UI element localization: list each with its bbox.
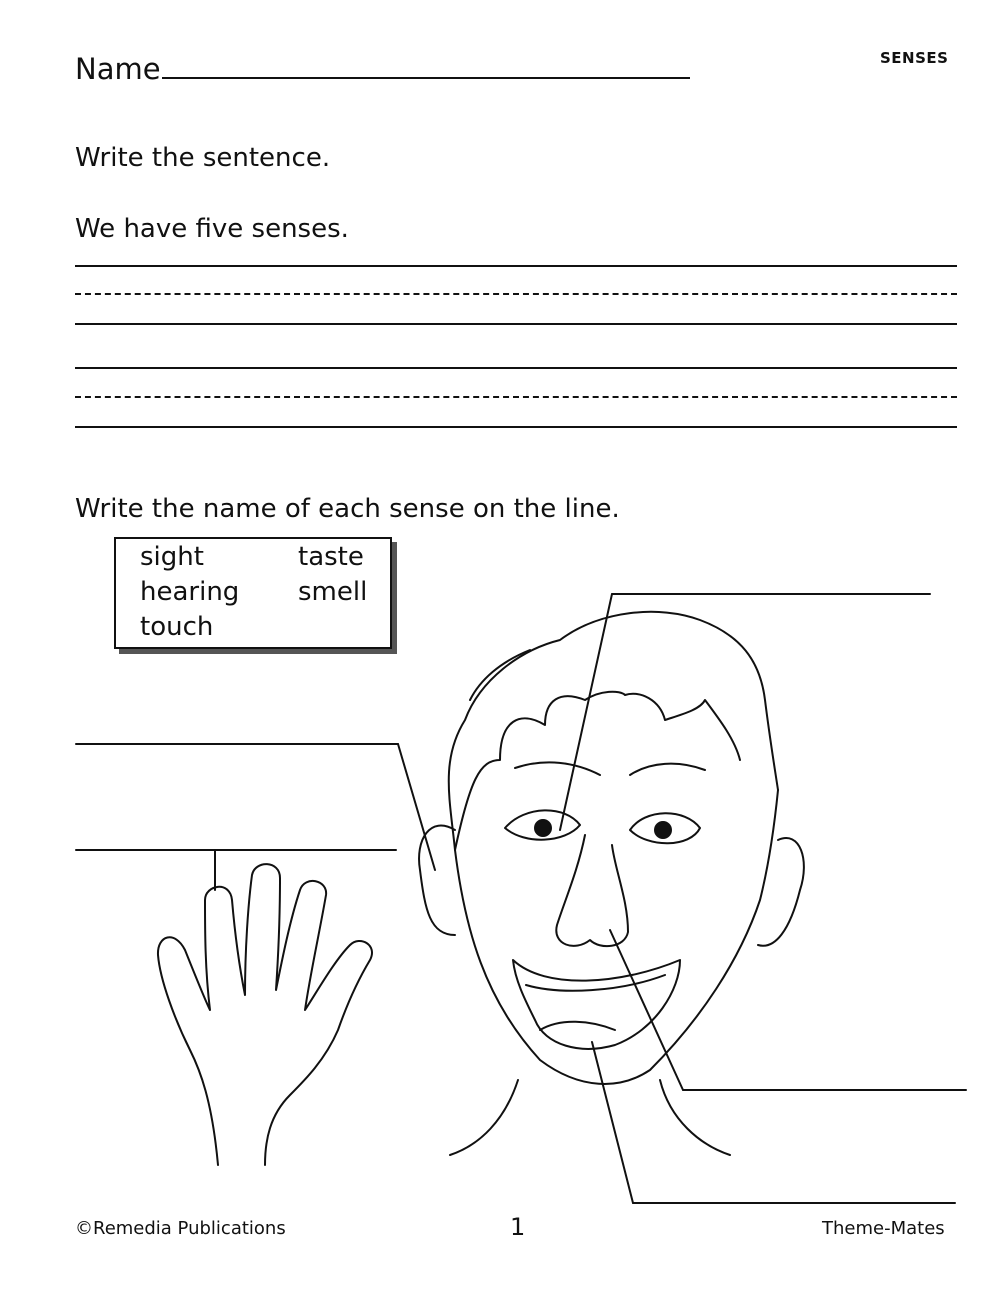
instruction-write-sentence: Write the sentence. — [75, 143, 331, 173]
footer-publisher: ©Remedia Publications — [75, 1218, 286, 1239]
word-smell: smell — [298, 577, 368, 607]
word-taste: taste — [298, 542, 364, 572]
name-label: Name — [75, 52, 161, 86]
word-sight: sight — [140, 542, 204, 572]
instruction-name-senses: Write the name of each sense on the line. — [75, 494, 620, 524]
leader-lines — [215, 594, 683, 1203]
model-sentence: We have five senses. — [75, 214, 349, 244]
footer-page-number: 1 — [510, 1213, 526, 1241]
hand-drawing — [158, 864, 372, 1165]
footer-series: Theme-Mates — [822, 1218, 945, 1239]
topic-tag: SENSES — [880, 49, 949, 67]
word-touch: touch — [140, 612, 214, 642]
face-drawing — [419, 612, 804, 1155]
word-hearing: hearing — [140, 577, 240, 607]
